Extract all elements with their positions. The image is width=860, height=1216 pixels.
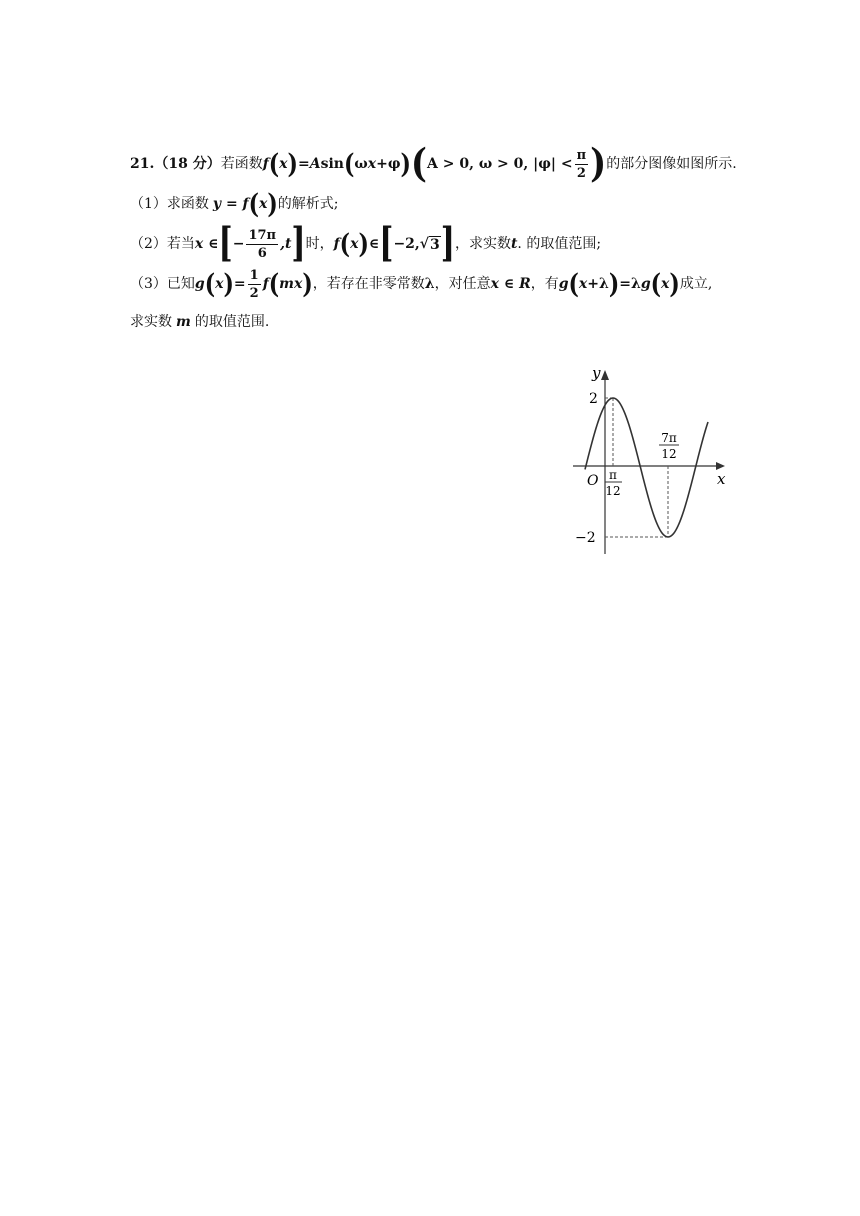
q3-text: 已知: [166, 276, 195, 292]
x-symbol: x: [194, 236, 204, 252]
mx-symbol: mx: [279, 276, 303, 292]
equals-sign: =: [225, 196, 238, 212]
bracket-open: [: [379, 219, 394, 267]
t-symbol: t: [510, 236, 518, 252]
phi-symbol: φ: [387, 156, 401, 172]
problem-points: （18 分）: [154, 156, 221, 172]
frac-num: π: [576, 147, 587, 163]
q3-text-exists: ，若存在非零常数: [312, 276, 425, 292]
equals-sign: =: [297, 156, 310, 172]
paren-open: (: [268, 147, 280, 181]
f-symbol: f: [242, 196, 249, 212]
intro-end-text: 的部分图像如图所示.: [606, 156, 737, 172]
element-of-sign: ∈: [368, 236, 380, 252]
question-3-cont: [130, 304, 740, 340]
sine-graph: [565, 360, 740, 560]
q1-text: 求函数: [166, 196, 209, 212]
g-symbol: g: [558, 276, 569, 292]
y-axis-arrow-icon: [601, 370, 609, 380]
pi-over-2-fraction: [575, 147, 589, 182]
x-symbol: x: [215, 276, 224, 292]
problem-statement: [130, 141, 740, 187]
question-2: [130, 219, 740, 267]
q2-text: 若当: [166, 236, 195, 252]
bracket-close: ]: [440, 219, 455, 267]
paren-open: (: [204, 267, 216, 301]
x-tick-7pi12-num: 7π: [661, 431, 677, 445]
bracket-open: [: [218, 219, 233, 267]
paren-open: (: [268, 267, 280, 301]
paren-open: (: [339, 227, 351, 261]
frac-den: 2: [249, 285, 259, 301]
y-symbol: y: [212, 196, 222, 212]
bracket-close: ]: [291, 219, 306, 267]
question-3: [130, 264, 740, 304]
paren-close: ): [287, 147, 298, 181]
m-symbol: m: [176, 314, 191, 330]
lambda-symbol: λ: [599, 276, 609, 292]
x-symbol: x: [367, 156, 377, 172]
x-axis-arrow-icon: [716, 462, 725, 470]
problem-21: [130, 141, 740, 340]
x-tick-pi12-den: 12: [605, 484, 621, 498]
sine-curve: [585, 398, 708, 537]
paren-open: (: [248, 187, 259, 221]
y-axis-label: y: [592, 364, 601, 382]
q1-number: （1）: [130, 196, 167, 212]
y-tick-neg2: −2: [575, 530, 596, 546]
conditions-text: A > 0, ω > 0, |φ| <: [427, 156, 573, 172]
t-symbol: ,t: [280, 236, 292, 252]
f-symbol: f: [262, 276, 269, 292]
y-tick-2: 2: [589, 391, 598, 407]
equals-sign: =: [619, 276, 631, 292]
R-symbol: R: [519, 276, 531, 292]
minus-sign: −: [232, 236, 245, 252]
q3-text-any: ，对任意: [434, 276, 491, 292]
x-symbol: x: [661, 276, 670, 292]
element-of-sign: ∈: [208, 236, 219, 252]
x-axis-label: x: [717, 470, 726, 488]
f-symbol: f: [333, 236, 340, 252]
element-of-sign: ∈: [503, 276, 515, 292]
big-paren-close: ): [590, 141, 607, 187]
frac-den: 6: [257, 245, 267, 261]
x-symbol: x: [259, 196, 268, 212]
x-symbol: x: [350, 236, 359, 252]
q3-text-have: ，有: [530, 276, 559, 292]
range-lower: −2,: [393, 236, 420, 252]
q2-text-end: . 的取值范围;: [517, 236, 602, 252]
half-fraction: [248, 267, 261, 302]
paren-close: ): [358, 227, 369, 261]
sqrt-3: √ 3: [419, 236, 440, 253]
x-tick-pi12-num: π: [609, 468, 617, 482]
paren-open: (: [650, 267, 662, 301]
sqrt-arg: 3: [430, 237, 440, 253]
q1-text-end: 的解析式;: [277, 196, 339, 212]
frac-17pi-6: [246, 227, 278, 262]
frac-num: 1: [249, 267, 259, 283]
paren-open: (: [568, 267, 579, 301]
paren-close: ): [223, 267, 234, 301]
paren-close: ): [608, 267, 620, 301]
paren-open: (: [343, 147, 355, 181]
equals-sign: =: [233, 276, 246, 292]
A-symbol: A: [309, 156, 321, 172]
paren-close: ): [302, 267, 313, 301]
q2-number: （2）: [130, 236, 167, 252]
q2-text-when: 时，: [305, 236, 334, 252]
sin-text: sin: [320, 156, 344, 172]
omega-symbol: ω: [354, 156, 368, 172]
paren-close: ): [400, 147, 411, 181]
g-symbol: g: [194, 276, 205, 292]
g-symbol: g: [640, 276, 651, 292]
question-1: [130, 184, 740, 224]
x-symbol: x: [578, 276, 588, 292]
q3-text-find: 求实数: [130, 314, 172, 330]
plus-sign: +: [587, 276, 600, 292]
lambda-symbol: λ: [424, 276, 435, 292]
big-paren-open: (: [410, 141, 427, 187]
plus-sign: +: [376, 156, 388, 172]
frac-num: 17π: [248, 227, 277, 243]
q3-text-holds: 成立,: [679, 276, 713, 292]
problem-number: 21.: [130, 156, 155, 172]
x-symbol: x: [490, 276, 499, 292]
frac-den: 2: [576, 165, 586, 181]
intro-text: 若函数: [220, 156, 263, 172]
lambda-symbol: λ: [631, 276, 641, 292]
q3-number: （3）: [130, 276, 167, 292]
origin-label: O: [587, 473, 599, 489]
x-tick-7pi12-den: 12: [661, 447, 677, 461]
q2-text-find: ，求实数: [454, 236, 511, 252]
f-symbol: f: [262, 156, 269, 172]
paren-close: ): [669, 267, 680, 301]
paren-close: ): [267, 187, 278, 221]
q3-text-end: 的取值范围.: [194, 314, 270, 330]
x-symbol: x: [279, 156, 288, 172]
